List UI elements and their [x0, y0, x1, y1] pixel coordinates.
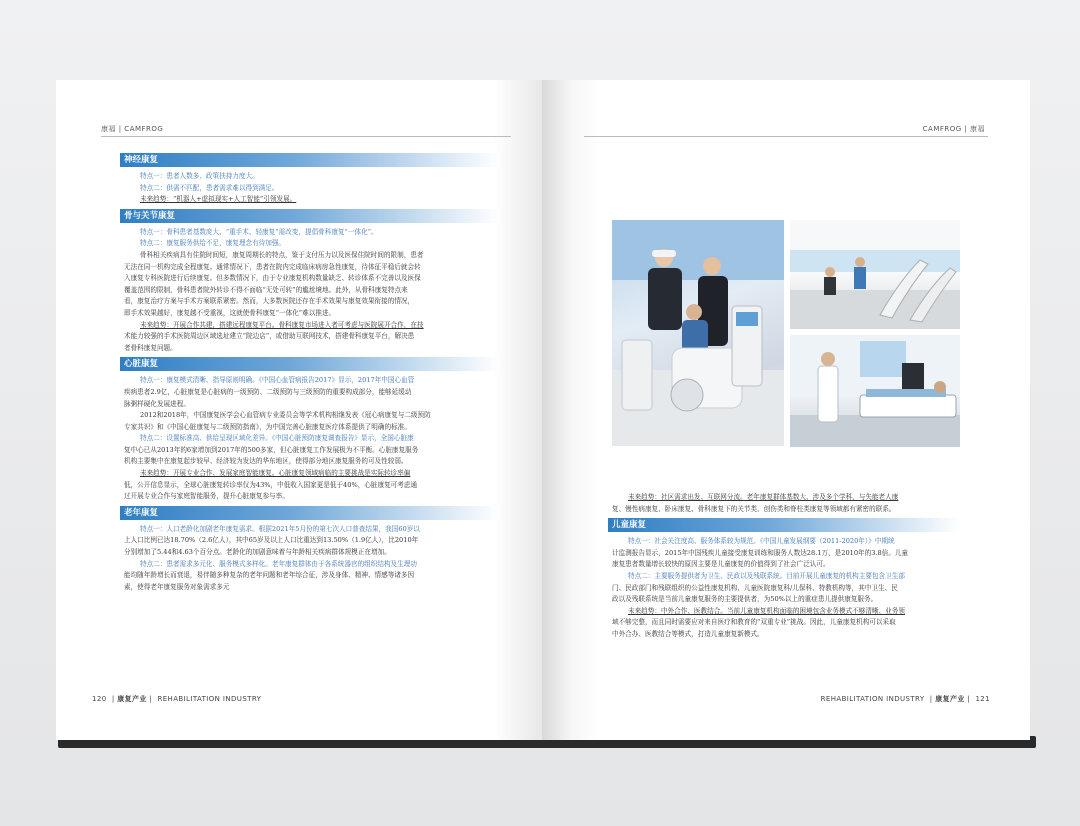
- text-line: 分别增加了5.44和4.63个百分点。老龄化的加剧意味着与年龄相关疾病群体规模正在增加。: [124, 548, 391, 557]
- rehab-exhibition-photo: [612, 220, 784, 446]
- text-line: 康复患者数量增长较快的原因主要是儿童康复的价值得到了社会广泛认可。: [612, 560, 830, 569]
- text-line: 能均随年龄增长而衰退，易伴随多种复杂的老年问题和老年综合征，涉及身体、精神、情感等诸多因: [124, 571, 415, 580]
- text-line: 疾病患者2.9亿，心脏康复是心脏病的一级预防、二级预防与三级预防的重要构成部分，能够延缓动: [124, 387, 412, 396]
- left-header-rule: [101, 136, 511, 137]
- text-line: 特点一：人口老龄化加剧老年康复需求。根据2021年5月份的第七次人口普查结果，我国60岁以: [140, 524, 420, 533]
- left-running-header: 康福 | CAMFROG: [101, 125, 164, 133]
- left-footer-title-en: REHABILITATION INDUSTRY: [157, 695, 262, 703]
- text-line: 特点一：社会关注度高、服务体系较为规范。《中国儿童发展纲要（2011-2020年）》中期统: [628, 537, 895, 546]
- text-line: 未来趋势：“机器人+虚拟现实+人工智能”引领发展。: [140, 195, 297, 204]
- text-line: 特点一：康复模式清晰、指导原则明确。《中国心血管病报告2017》显示，2017年中国心血管: [140, 376, 415, 385]
- text-line: 未来趋势：社区需求出发、互联网分流。老年康复群体基数大、涉及多个学科，与失能老人康: [628, 493, 899, 501]
- text-line: 特点二：患者需求多元化、服务模式多样化。老年康复群体由于各系统器官的组织结构及生理功: [140, 559, 417, 568]
- section-heading: 骨与关节康复: [120, 209, 499, 223]
- rehab-ward-photo: [790, 335, 960, 447]
- text-line: 2012和2018年，中国康复医学会心血管病专业委员会等学术机构相继发表《冠心病康复与二级预防: [140, 411, 431, 420]
- text-line: 复中心已从2013年的6家增加到2017年的500多家，但心脏康复工作发展极为不平衡。心脏康复服务: [124, 445, 419, 454]
- text-line: 看，康复治疗方案与手术方案联系紧密。然而，大多数医院还存在手术效果与康复效果衔接的情况，: [124, 297, 415, 306]
- left-footer: 120 | 康复产业 | REHABILITATION INDUSTRY: [92, 695, 262, 703]
- text-line: 特点二：康复服务供给不足，康复理念有待加强。: [140, 239, 286, 248]
- text-line: 专家共识》和《中国心脏康复与二级预防指南》，为中国完善心脏康复医疗体系提供了明确的标准。: [124, 422, 411, 431]
- text-line: 域不够完整，而且同时需要应对来自医疗和教育的“双重专业”挑战。因此，儿童康复机构可以采取: [612, 618, 896, 627]
- right-footer: REHABILITATION INDUSTRY | 康复产业 | 121: [820, 695, 990, 703]
- text-line: 入康复专科医院进行后续康复。但多数情况下，由于专业康复机构数量缺乏、转诊体系不完善以及医保: [124, 274, 421, 283]
- section-heading: 老年康复: [120, 506, 499, 520]
- text-line: 者骨科康复问题。: [124, 343, 177, 352]
- right-page-body: [612, 492, 960, 641]
- text-line: 未来趋势：开展专业合作、发展家庭智能康复。心脏康复领域病临的主要挑战是实际转诊率偏: [140, 469, 411, 478]
- text-line: 过开展专业合作与家庭智能服务，提升心脏康复参与率。: [124, 492, 289, 501]
- text-line: 特点一：骨科患者基数庞大、“重手术、轻康复”需改变，提倡骨科康复“一体化”。: [140, 227, 378, 236]
- text-line: 素，使得老年康复服务对象需求多元: [124, 582, 230, 591]
- right-header-rule: [584, 136, 988, 137]
- text-line: 门、民政部门和残联组织的公益性康复机构、儿童医院康复科/儿保科、特教机构等，其中卫生、民: [612, 583, 898, 592]
- left-page-body: [124, 150, 499, 593]
- text-line: 未来趋势：中外合作、医教结合。当前儿童康复机构面临的困境包含业务模式不够清晰、业务领: [628, 606, 905, 615]
- text-line: 术能力较强的手术医院周边区域选址建立“院边店”，或借助互联网技术，搭建骨科康复平台，解决患: [124, 332, 415, 341]
- right-page: [542, 80, 1030, 740]
- text-line: 特点二：主要服务提供者为卫生、民政以及残联系统。目前开展儿童康复的机构主要包含卫生部: [628, 571, 905, 580]
- text-line: 特点一：患者人数多、政策扶持力度大。: [140, 172, 259, 180]
- text-line: 未来趋势：开展合作共建，搭建远程康复平台。骨科康复市场进入者可考虑与医院展开合作，在技: [140, 320, 424, 329]
- text-line: 脉粥样硬化发展进程。: [124, 399, 190, 408]
- section-heading: 神经康复: [120, 153, 499, 167]
- section-heading: 儿童康复: [608, 518, 960, 532]
- text-line: 复、慢性病康复、卧床康复、骨科康复下的关节类、创伤类和脊柱类康复等领域都有紧密的联系。: [612, 504, 896, 513]
- text-line: 中外合办、医教结合等模式，打造儿童康复新模式。: [612, 629, 764, 638]
- section-heading: 心脏康复: [120, 357, 499, 371]
- right-footer-title-en: REHABILITATION INDUSTRY: [820, 695, 925, 703]
- text-line: 即手术效果越好，康复越不受重视，这就使骨科康复“一体化”难以推进。: [124, 308, 336, 317]
- left-page-number: 120: [92, 695, 107, 703]
- text-line: 特点二：供需不匹配，患者需求难以得到满足。: [140, 183, 279, 192]
- right-page-number: 121: [975, 695, 990, 703]
- text-line: 政以及残联系统是当前儿童康复服务的主要提供者，为50%以上的重症患儿提供康复服务。: [612, 595, 878, 604]
- text-line: 上人口比例已达18.70%（2.6亿人），其中65岁及以上人口比重达到13.50%（1.9亿人），比2010年: [124, 536, 419, 545]
- text-line: 机构主要集中在康复起步较早、经济较为发达的华东地区，使得部分地区康复服务的可及性较弱。: [124, 457, 408, 466]
- text-line: 无法在同一机构完成全程康复。通常情况下，患者在院内完成临床病房急性康复，待体征平稳后就会转: [124, 262, 421, 271]
- text-line: 特点二：设置标准高、供给呈现区域化差异。《中国心脏预防康复调查报告》显示，全国心脏康: [140, 434, 414, 443]
- text-line: 覆盖范围的限制，骨科患者院外转诊不得不面临“无处可转”的尴尬境地。此外，从骨科康复特点来: [124, 285, 408, 294]
- rehab-gym-photo: [790, 220, 960, 329]
- text-line: 低，公开信息显示，全球心脏康复转诊率仅为43%，中低收入国家更是低于40%，心脏康复可考虑通: [124, 480, 418, 489]
- text-line: 计监测报告显示，2015年中国残疾儿童接受康复训练和服务人数达28.1万，是2010年的3.8倍。儿童: [612, 548, 909, 557]
- left-page: [56, 80, 542, 740]
- right-footer-title-cn: 康复产业: [935, 695, 965, 703]
- text-line: 骨科相关疾病具有住院时间短，康复周期长的特点，鉴于支付压力以及医保住院时间的限制，患者: [140, 250, 424, 259]
- left-footer-title-cn: 康复产业: [117, 695, 147, 703]
- right-running-header: CAMFROG | 康福: [922, 125, 985, 133]
